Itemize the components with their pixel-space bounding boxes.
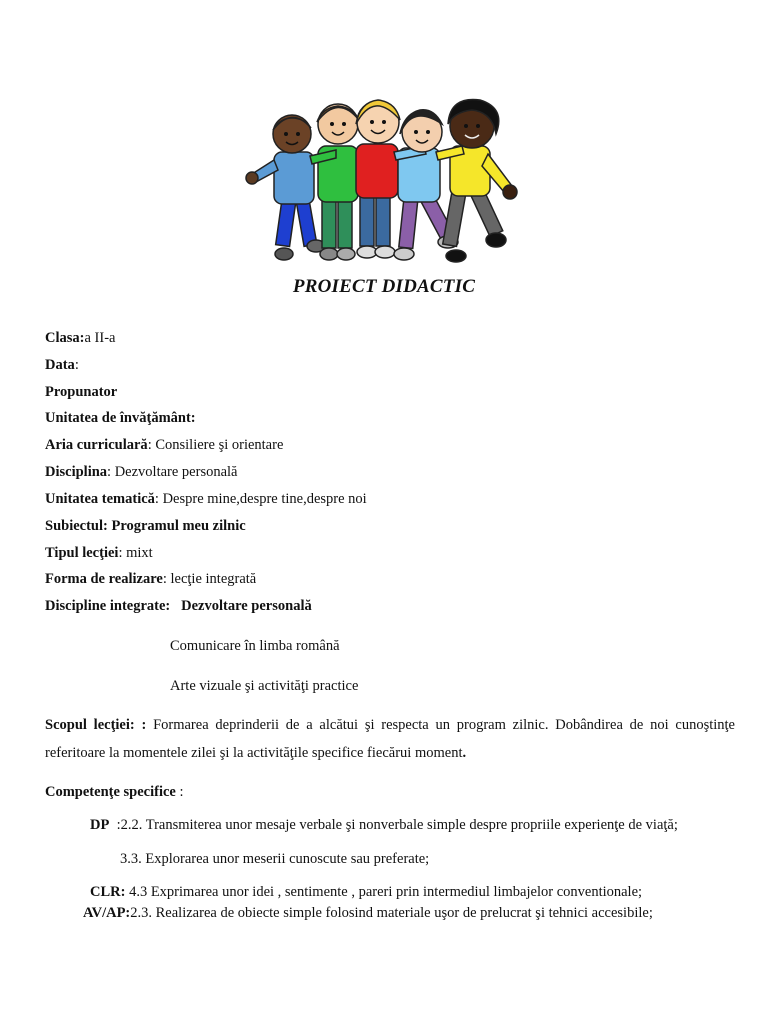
field-clasa: Clasa:a II-a: [45, 330, 116, 346]
field-discipline-integrate: Discipline integrate: Dezvoltare personală: [45, 598, 312, 614]
integrated-subject-1: Comunicare în limba română: [170, 638, 340, 654]
competency-clr: CLR: 4.3 Exprimarea unor idei , sentimente , pareri prin intermediul limbajelor conventionale;: [90, 884, 643, 900]
competency-dp: DP :2.2. Transmiterea unor mesaje verbale şi nonverbale simple despre propriile experienţe de viaţă;: [90, 817, 678, 833]
field-aria-curriculara: Aria curriculară: Consiliere şi orientare: [45, 437, 284, 453]
lesson-scope: Scopul lecţiei: : Formarea deprinderii de a alcătui şi respecta un program zilnic. Dobândirea de noi cunoştinţe referitoare la momentele zilei şi la activităţile specifice fiecărui moment.: [45, 717, 735, 761]
integrated-subject-2: Arte vizuale şi activităţi practice: [170, 678, 359, 694]
competency-av-ap: AV/AP:2.3. Realizarea de obiecte simple folosind materiale uşor de prelucrat şi tehnici accesibile;: [83, 905, 653, 921]
field-unitatea-invatamant: Unitatea de învăţământ:: [45, 410, 196, 426]
document-title: PROIECT DIDACTIC: [292, 276, 476, 297]
field-tipul-lectiei: Tipul lecţiei: mixt: [45, 545, 153, 561]
field-subiectul: Subiectul: Programul meu zilnic: [45, 518, 246, 534]
field-unitatea-tematica: Unitatea tematică: Despre mine,despre tine,despre noi: [45, 491, 367, 507]
field-forma-realizare: Forma de realizare: lecţie integrată: [45, 571, 257, 587]
children-illustration: [244, 94, 526, 270]
competencies-heading: Competenţe specifice :: [45, 784, 184, 800]
field-data: Data:: [45, 357, 79, 373]
field-disciplina: Disciplina: Dezvoltare personală: [45, 464, 238, 480]
field-propunator: Propunator: [45, 384, 118, 400]
competency-dp-2: 3.3. Explorarea unor meserii cunoscute sau preferate;: [120, 851, 430, 867]
